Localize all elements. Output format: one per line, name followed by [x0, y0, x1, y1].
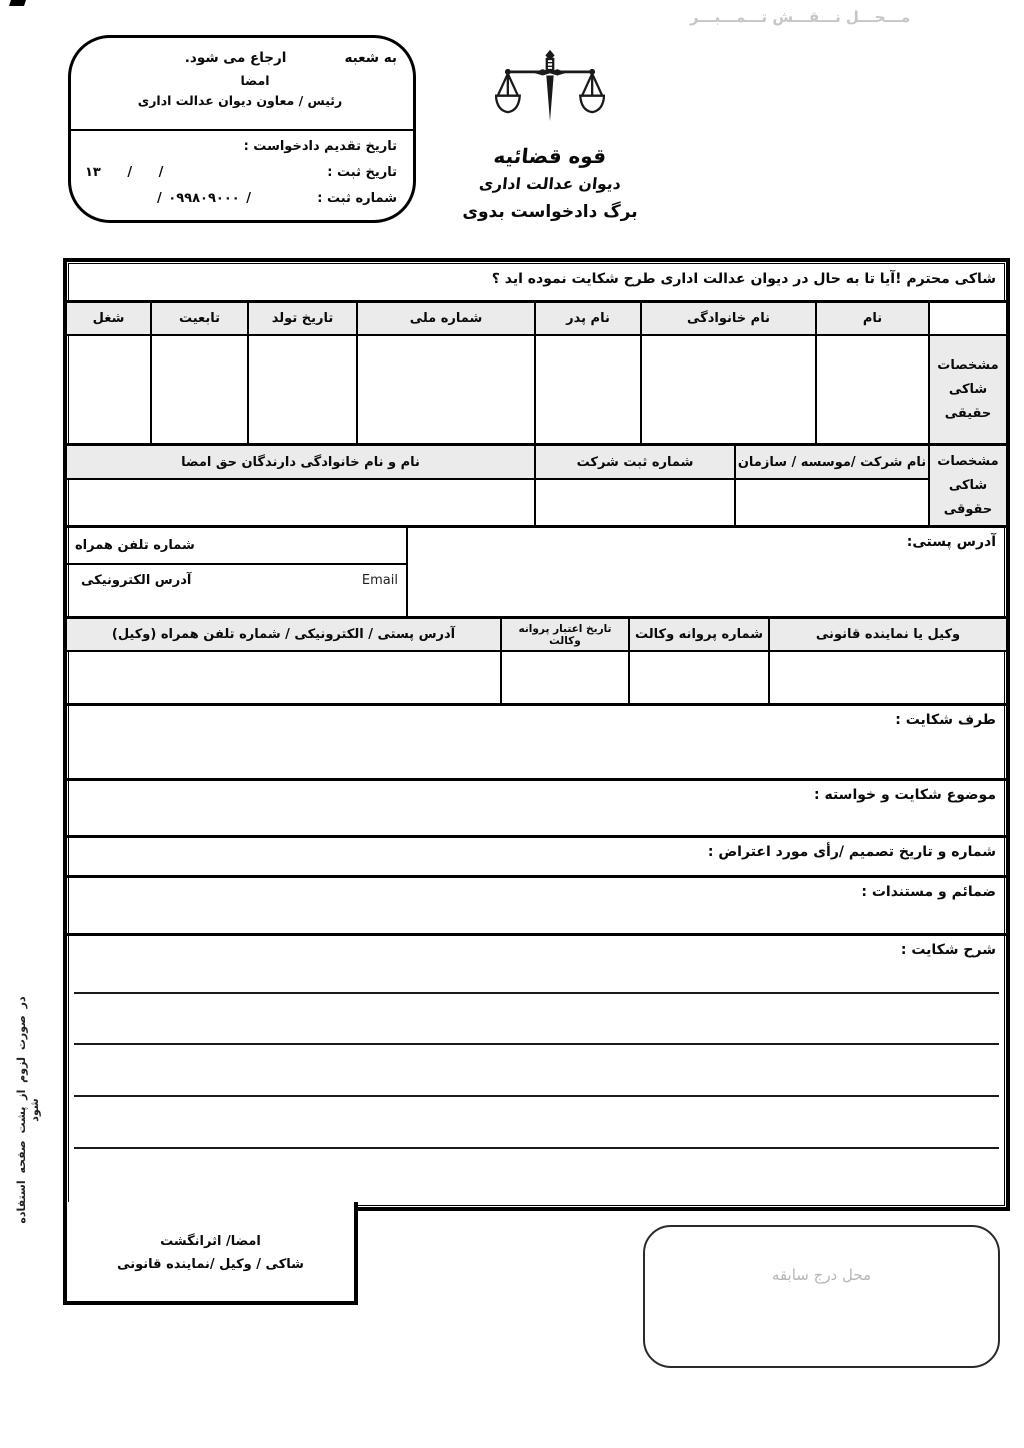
input-cell-signatories[interactable] — [67, 480, 534, 525]
referral-box — [68, 35, 416, 223]
input-cell-lawyer-contact[interactable] — [67, 652, 500, 703]
record-box — [643, 1225, 1000, 1368]
respondent-section[interactable] — [67, 706, 1006, 781]
question-label: شاکی محترم !آیا تا به حال در دیوان عدالت اداری طرح شکایت نموده اید ؟ — [491, 271, 996, 287]
mobile-field[interactable] — [67, 528, 406, 565]
legal-person-table — [67, 446, 1006, 528]
contested-decision-label: شماره و تاریخ تصمیم /رأی مورد اعتراض : — [707, 844, 996, 860]
subject-label: موضوع شکایت و خواسته : — [814, 787, 996, 803]
legal-person-label-line: مشخصات — [937, 454, 999, 469]
signature-line-1: امضا/ اثرانگشت — [160, 1234, 261, 1249]
column-header-signatories: نام و نام خانوادگی دارندگان حق امضا — [67, 446, 534, 480]
attachments-label: ضمائم و مستندات : — [861, 884, 996, 900]
column-header-company-name: نام شرکت /موسسه / سازمان — [734, 446, 928, 480]
authority-label: رئیس / معاون دیوان عدالت اداری — [137, 93, 343, 108]
real-person-label-line: حقیقی — [944, 406, 992, 421]
column-header-nationality: تابعیت — [150, 303, 247, 336]
form-title: برگ دادخواست بدوی — [462, 202, 638, 222]
column-header-company-reg-no: شماره ثبت شرکت — [534, 446, 734, 480]
column-header-father-name: نام پدر — [534, 303, 640, 336]
signature-line-2: شاکی / وکیل /نماینده قانونی — [117, 1257, 304, 1272]
question-row — [67, 262, 1006, 303]
column-header-occupation: شغل — [67, 303, 150, 336]
legal-person-label-line: حقوقی — [943, 502, 993, 517]
column-header-birth-date: تاریخ تولد — [247, 303, 356, 336]
petition-form — [63, 258, 1010, 1211]
postal-address-label: آدرس پستی: — [906, 534, 996, 550]
side-note: در صورت لزوم از پشت صفحه استفاده شود — [15, 996, 41, 1224]
legal-person-label-line: شاکی — [948, 478, 988, 493]
referred-label: ارجاع می شود. — [184, 50, 287, 66]
input-cell-lawyer-name[interactable] — [768, 652, 1006, 703]
input-cell-nationality[interactable] — [150, 336, 247, 443]
real-person-table — [67, 303, 1006, 446]
input-cell-father-name[interactable] — [534, 336, 640, 443]
mobile-label: شماره تلفن همراه — [75, 538, 195, 553]
email-latin-label: Email — [361, 573, 398, 588]
lawyer-table — [67, 619, 1006, 706]
column-header-lawyer-name: وکیل یا نماینده قانونی — [768, 619, 1006, 652]
scan-artifact — [9, 0, 26, 6]
ruled-line — [74, 992, 999, 994]
real-person-section-label — [928, 336, 1006, 443]
real-person-corner-cell — [928, 303, 1006, 336]
email-label: آدرس الکترونیکی — [81, 573, 192, 588]
email-field[interactable] — [67, 565, 406, 616]
legal-person-section-label — [928, 446, 1006, 525]
submission-date-label: تاریخ تقدیم دادخواست : — [243, 139, 397, 154]
ruled-line — [74, 1095, 999, 1097]
input-cell-first-name[interactable] — [815, 336, 928, 443]
real-person-label-line: شاکی — [948, 382, 988, 397]
postal-address-field[interactable] — [406, 528, 1006, 616]
contested-decision-section[interactable] — [67, 838, 1006, 878]
input-cell-birth-date[interactable] — [247, 336, 356, 443]
contact-box — [67, 528, 406, 616]
to-branch-label: به شعبه — [344, 50, 397, 66]
respondent-label: طرف شکایت : — [895, 712, 996, 728]
input-cell-company-reg-no[interactable] — [534, 480, 734, 525]
referral-box-top — [71, 38, 413, 131]
column-header-lawyer-contact: آدرس پستی / الکترونیکی / شماره تلفن همراه (وکیل) — [67, 619, 500, 652]
column-header-first-name: نام — [815, 303, 928, 336]
complaint-description-label: شرح شکایت : — [900, 942, 996, 958]
complaint-description-section[interactable] — [67, 936, 1006, 1207]
registration-date-value: ۱۳ / / — [85, 165, 164, 180]
input-cell-national-id[interactable] — [356, 336, 534, 443]
judiciary-name: قوه قضائیه — [492, 144, 608, 168]
registration-date-label: تاریخ ثبت : — [327, 165, 397, 180]
input-cell-occupation[interactable] — [67, 336, 150, 443]
input-cell-company-name[interactable] — [734, 480, 928, 525]
referral-box-bottom — [71, 131, 413, 217]
attachments-section[interactable] — [67, 878, 1006, 936]
real-person-label-line: مشخصات — [937, 358, 999, 373]
letterhead — [440, 48, 660, 222]
ruled-line — [74, 1147, 999, 1149]
column-header-license-no: شماره پروانه وکالت — [628, 619, 768, 652]
registration-number-value: / ۰۹۹۸۰۹۰۰۰ / — [157, 191, 251, 206]
subject-section[interactable] — [67, 781, 1006, 838]
signature-box[interactable] — [63, 1202, 358, 1305]
signature-label: امضا — [240, 73, 270, 88]
column-header-national-id: شماره ملی — [356, 303, 534, 336]
record-box-label: محل درج سابقه — [771, 1265, 872, 1284]
input-cell-license-validity[interactable] — [500, 652, 628, 703]
registration-number-label: شماره ثبت : — [317, 191, 397, 206]
column-header-last-name: نام خانوادگی — [640, 303, 815, 336]
input-cell-license-no[interactable] — [628, 652, 768, 703]
court-name: دیوان عدالت اداری — [478, 175, 622, 193]
ruled-line — [74, 1043, 999, 1045]
column-header-license-validity: تاریخ اعتبار پروانه وکالت — [500, 619, 628, 652]
input-cell-last-name[interactable] — [640, 336, 815, 443]
contact-section — [67, 528, 1006, 619]
stamp-placeholder: مـــحـــل نـــقـــش تـــمـــبـــر — [689, 8, 911, 26]
justice-scales-icon — [495, 48, 605, 136]
